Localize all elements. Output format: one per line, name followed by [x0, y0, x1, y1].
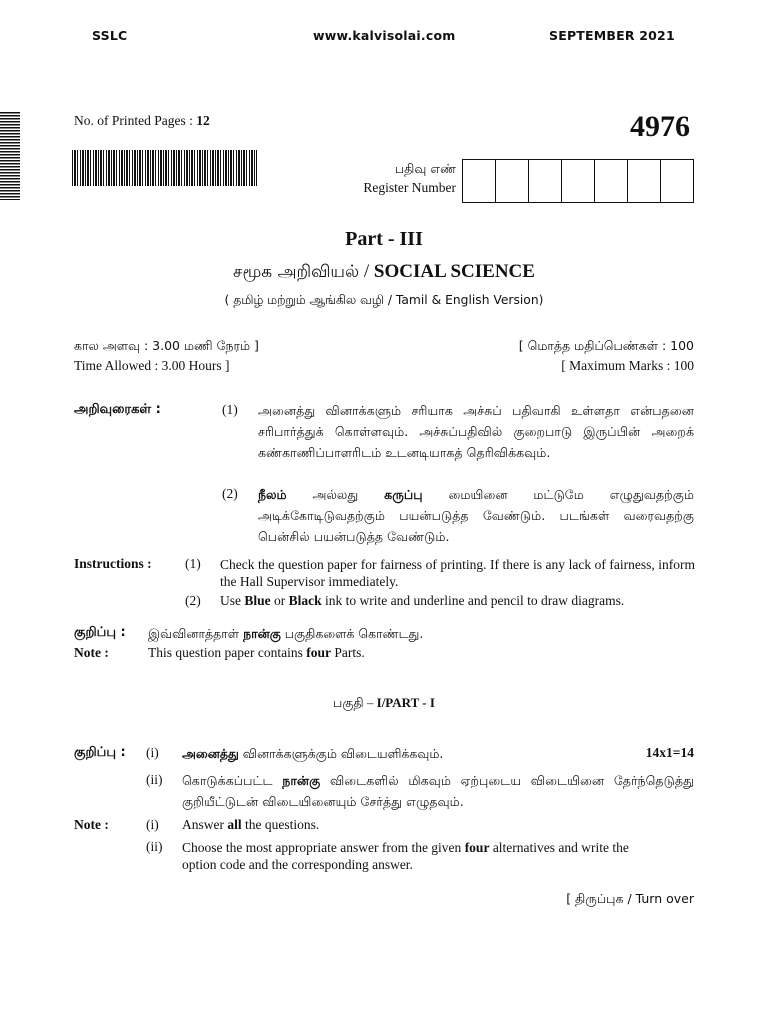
note-tamil-text: [148, 626, 423, 643]
instructions-english-num-2: (2): [185, 593, 201, 608]
subject-separator: /: [359, 261, 374, 282]
instructions-tamil-num-1: (1): [222, 402, 238, 417]
section-separator: –: [363, 695, 377, 710]
instructions-tamil-num-2: (2): [222, 486, 238, 501]
printed-pages: [74, 113, 210, 129]
part1-tamil-item-1: [182, 746, 443, 763]
paper-code: 4976: [630, 110, 690, 143]
bold-blue: Blue: [244, 593, 271, 608]
header-website: www.kalvisolai.com: [313, 28, 456, 43]
part1-tamil-num-1: (i): [146, 745, 159, 760]
text-rest: ink to write and underline and pencil to draw diagrams.: [321, 593, 625, 608]
time-allowed-tamil: கால அளவு : 3.00 மணி நேரம் ]: [74, 338, 259, 353]
part1-tamil-item-2: [182, 770, 694, 812]
text: This question paper contains: [148, 645, 307, 660]
text-or: அல்லது: [286, 487, 385, 502]
text: விடைகளில் மிகவும் ஏற்புடைய விடையினை தேர்ந்தெடுத்து குறியீட்டுடன் விடையினையும் சேர்த்து எழுதவும்.: [182, 773, 694, 809]
bold-four: four: [464, 840, 490, 855]
register-box[interactable]: [496, 160, 529, 202]
instructions-tamil-label: அறிவுரைகள் :: [74, 402, 161, 417]
bold-all: all: [227, 817, 242, 832]
text: Choose the most appropriate answer from the given: [182, 840, 465, 855]
subject-tamil: சமூக அறிவியல்: [233, 262, 360, 282]
text: the questions.: [241, 817, 320, 832]
bold-four: நான்கு: [243, 626, 281, 641]
text: கொடுக்கப்பட்ட: [182, 773, 283, 788]
instructions-english-item-2: [220, 593, 700, 609]
part1-english-item-2: [182, 839, 662, 873]
section-heading: [0, 695, 768, 712]
header-date: SEPTEMBER 2021: [549, 28, 675, 43]
subject-title: [0, 260, 768, 284]
bold-black: கருப்பு: [384, 487, 423, 502]
text: வினாக்களுக்கும் விடையளிக்கவும்.: [238, 746, 444, 761]
instructions-tamil-item-2: [258, 484, 694, 547]
bold-all: அனைத்து: [182, 746, 239, 761]
text: பகுதிகளைக் கொண்டது.: [280, 626, 424, 641]
text: Answer: [182, 817, 228, 832]
part1-tamil-label: குறிப்பு :: [74, 745, 126, 760]
bold-four: four: [306, 645, 331, 660]
bold-four: நான்கு: [282, 773, 321, 788]
text: Parts.: [330, 645, 365, 660]
text-or: or: [270, 593, 289, 608]
register-label-tamil: பதிவு எண்: [394, 161, 456, 176]
note-english-text: [148, 645, 365, 661]
marks-tamil: [ மொத்த மதிப்பெண்கள் : 100: [518, 338, 694, 353]
note-english-label: Note :: [74, 645, 109, 660]
instructions-english-label: Instructions :: [74, 556, 152, 571]
register-label-english: Register Number: [363, 180, 456, 195]
part1-english-num-1: (i): [146, 817, 159, 832]
section-english: I/PART - I: [376, 695, 435, 710]
header-left: SSLC: [92, 28, 128, 43]
bold-blue: நீலம்: [258, 487, 287, 502]
register-box[interactable]: [628, 160, 661, 202]
part1-tamil-num-2: (ii): [146, 772, 163, 787]
marks-english: [ Maximum Marks : 100: [561, 358, 694, 373]
part-title: Part - III: [345, 228, 423, 250]
side-barcode-image: [0, 112, 20, 200]
text-rest: மையினை மட்டுமே எழுதுவதற்கும் அடிக்கோடிடுவதற்கும் பயன்படுத்த வேண்டும். படங்கள் வரைவதற்கு பென்சில் பயன்படுத்த வேண்டும்.: [258, 487, 694, 544]
text: இவ்வினாத்தாள்: [148, 626, 244, 641]
part1-marks: 14x1=14: [645, 745, 694, 760]
section-tamil: பகுதி: [333, 695, 364, 710]
instructions-english-num-1: (1): [185, 556, 201, 571]
register-box[interactable]: [661, 160, 693, 202]
subject-english: SOCIAL SCIENCE: [373, 261, 535, 282]
text-use: Use: [220, 593, 245, 608]
part1-english-item-1: [182, 817, 319, 833]
register-box[interactable]: [529, 160, 562, 202]
register-number-boxes: [462, 159, 694, 203]
printed-pages-value: 12: [196, 113, 210, 128]
register-box[interactable]: [595, 160, 628, 202]
part1-english-label: Note :: [74, 817, 109, 832]
printed-pages-label: No. of Printed Pages :: [74, 113, 193, 128]
version-note: ( தமிழ் மற்றும் ஆங்கில வழி / Tamil & English Version): [224, 293, 544, 307]
turn-over-text: [ திருப்புக / Turn over: [566, 891, 694, 906]
register-box[interactable]: [463, 160, 496, 202]
instructions-tamil-item-1: அனைத்து வினாக்களும் சரியாக அச்சுப் பதிவாகி உள்ளதா என்பதனை சரிபார்த்துக் கொள்ளவும். அச்சுப்பதிவில் குறைபாடு இருப்பின் அறைக் கண்காணிப்பாளரிடம் உடனடியாகத் தெரிவிக்கவும்.: [258, 403, 694, 460]
instructions-english-item-1: Check the question paper for fairness of printing. If there is any lack of fairness, inform the Hall Supervisor immediately.: [220, 557, 695, 589]
barcode-image: [72, 150, 257, 186]
time-allowed-english: Time Allowed : 3.00 Hours ]: [74, 358, 230, 373]
register-box[interactable]: [562, 160, 595, 202]
turn-over: [566, 891, 694, 908]
text: alternatives and write the option code and the corresponding answer.: [182, 840, 629, 872]
note-tamil-label: குறிப்பு :: [74, 625, 126, 640]
part1-english-num-2: (ii): [146, 839, 163, 854]
bold-black: Black: [288, 593, 322, 608]
